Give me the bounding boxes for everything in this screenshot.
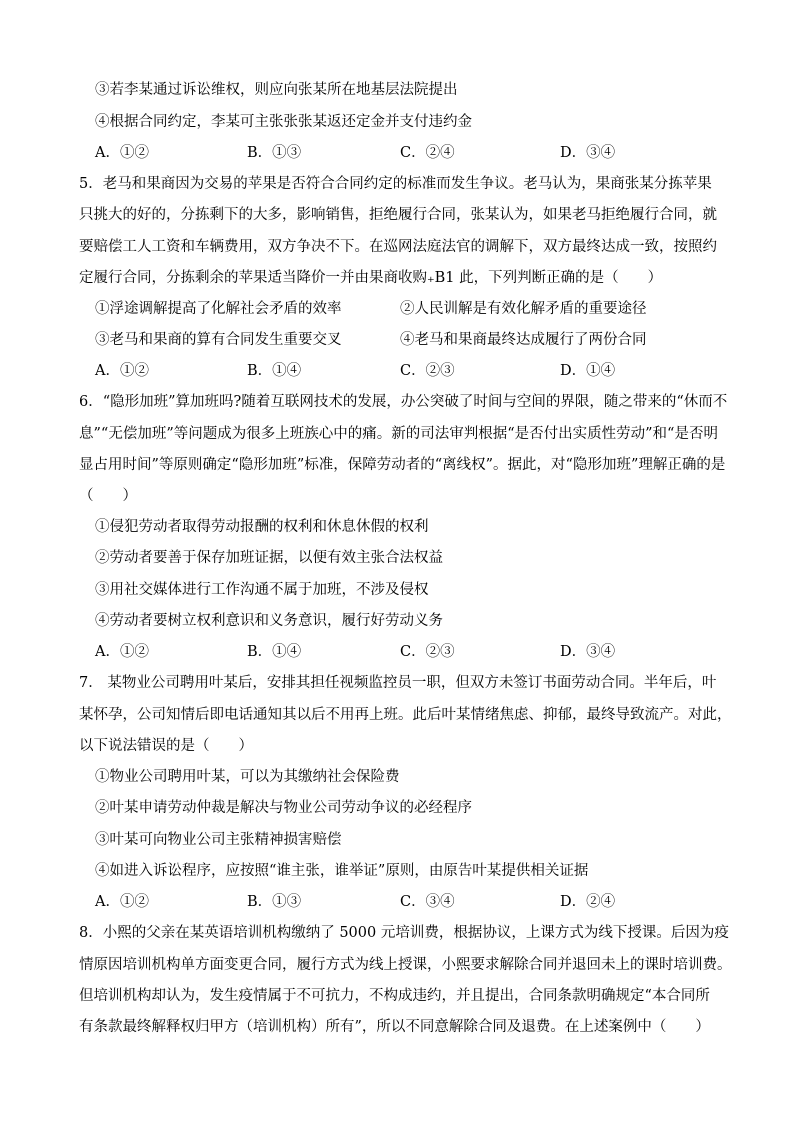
q8-stem-line-4: 有条款最终解释权归甲方（培训机构）所有”，所以不同意解除合同及退费。在上述案例中（ ） xyxy=(79,1019,710,1035)
q7-choice-a: A．①② xyxy=(95,894,149,910)
q7-option-1: ①物业公司聘用叶某，可以为其缴纳社会保险费 xyxy=(95,769,400,785)
q5-choice-a: A．①② xyxy=(95,363,149,379)
q4-option-3: ③若李某通过诉讼维权，则应向张某所在地基层法院提出 xyxy=(95,82,458,98)
q4-choice-d: D．③④ xyxy=(560,145,616,161)
q6-option-4: ④劳动者要树立权利意识和义务意识，履行好劳动义务 xyxy=(95,613,443,629)
q6-stem-line-4: （ ） xyxy=(79,488,137,504)
q7-choice-d: D．②④ xyxy=(560,894,616,910)
q6-choice-a: A．①② xyxy=(95,644,149,660)
q7-stem-line-3: 以下说法错误的是（ ） xyxy=(79,738,253,754)
q5-stem-line-2: 只挑大的好的，分拣剩下的大多，影响销售，拒绝履行合同，张某认为，如果老马拒绝履行合同，就 xyxy=(79,207,717,223)
q5-choice-b: B．①④ xyxy=(247,363,302,379)
q6-choice-b: B．①④ xyxy=(247,644,302,660)
q4-choice-c: C．②④ xyxy=(400,145,455,161)
q6-stem-line-2: 息”“无偿加班”等问题成为很多上班族心中的痛。新的司法审判根据“是否付出实质性劳动”和“是否明 xyxy=(79,426,718,442)
q6-option-3: ③用社交媒体进行工作沟通不属于加班，不涉及侵权 xyxy=(95,582,429,598)
q7-option-3: ③叶某可向物业公司主张精神损害赔偿 xyxy=(95,832,342,848)
q5-options-row-1 xyxy=(95,299,647,319)
q6-choice-d: D．③④ xyxy=(560,644,616,660)
q8-stem-line-2: 情原因培训机构单方面变更合同，履行方式为线上授课，小熙要求解除合同并退回未上的课时培训费。 xyxy=(79,957,732,973)
q6-option-2: ②劳动者要善于保存加班证据，以便有效主张合法权益 xyxy=(95,550,443,566)
q7-option-2: ②叶某申请劳动仲裁是解决与物业公司劳动争议的必经程序 xyxy=(95,800,472,816)
q5-stem-line-4: 定履行合同，分拣剩余的苹果适当降价一并由果商收购₊B1 此，下列判断正确的是（ ） xyxy=(79,270,663,286)
q4-choice-b: B．①③ xyxy=(247,145,302,161)
q5-option-3: ③老马和果商的算有合同发生重要交叉 xyxy=(95,332,342,348)
q6-option-1: ①侵犯劳动者取得劳动报酬的权利和休息休假的权利 xyxy=(95,519,429,535)
q5-option-1: ①浮途调解提高了化解社会矛盾的效率 xyxy=(95,301,342,317)
q6-choice-c: C．②③ xyxy=(400,644,455,660)
q5-option-2: ②人民训解是有效化解矛盾的重要途径 xyxy=(400,301,647,317)
q6-stem-line-3: 显占用时间”等原则确定“隐形加班”标准，保障劳动者的“离线权”。据此，对“隐形加班”理解正确的是 xyxy=(79,457,726,473)
q5-options-row-2 xyxy=(95,330,647,350)
q7-choice-b: B．①③ xyxy=(247,894,302,910)
q8-stem-line-3: 但培训机构却认为，发生疫情属于不可抗力，不构成违约，并且提出，合同条款明确规定“本合同所 xyxy=(79,988,710,1004)
q5-choice-c: C．②③ xyxy=(400,363,455,379)
q7-stem-line-1: 7． 某物业公司聘用叶某后，安排其担任视频监控员一职，但双方未签订书面劳动合同。半年后，叶 xyxy=(79,675,717,691)
q8-stem-line-1: 8．小熙的父亲在某英语培训机构缴纳了 5000 元培训费，根据协议，上课方式为线下授课。后因为疫 xyxy=(79,925,729,941)
q7-option-4: ④如进入诉讼程序，应按照“谁主张，谁举证”原则，由原告叶某提供相关证据 xyxy=(95,863,589,879)
q4-option-4: ④根据合同约定，李某可主张张张某返还定金并支付违约金 xyxy=(95,114,472,130)
q7-stem-line-2: 某怀孕，公司知情后即电话通知其以后不用再上班。此后叶某情绪焦虑、抑郁，最终导致流产。对此， xyxy=(79,707,732,723)
q5-choice-d: D．①④ xyxy=(560,363,616,379)
q4-choice-a: A．①② xyxy=(95,145,149,161)
q5-stem-line-3: 要赔偿工人工资和车辆费用，双方争决不下。在巡网法庭法官的调解下，双方最终达成一致，按照约 xyxy=(79,239,717,255)
q7-choice-c: C．③④ xyxy=(400,894,455,910)
q5-option-4: ④老马和果商最终达成履行了两份合同 xyxy=(400,332,647,348)
q5-stem-line-1: 5．老马和果商因为交易的苹果是否符合合同约定的标准而发生争议。老马认为，果商张某分拣苹果 xyxy=(79,176,712,192)
q6-stem-line-1: 6．“隐形加班”算加班吗?随着互联网技术的发展，办公突破了时间与空间的界限，随之带来的“休而不 xyxy=(79,394,728,410)
